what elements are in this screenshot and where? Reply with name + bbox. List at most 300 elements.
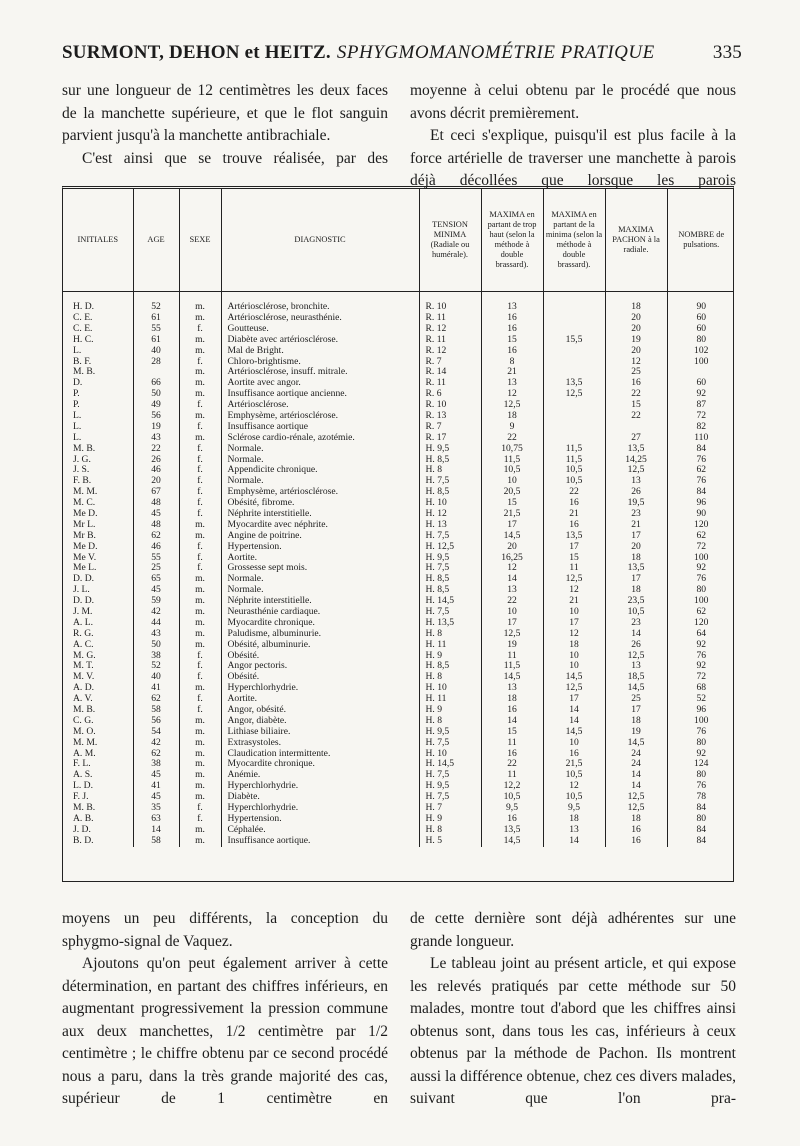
table-cell: 10 xyxy=(543,738,605,749)
table-cell: Myocardite chronique. xyxy=(221,618,419,629)
table-row xyxy=(63,781,734,792)
table-cell: 20 xyxy=(133,476,179,487)
table-cell: 14 xyxy=(543,716,605,727)
table-cell: 12 xyxy=(481,563,543,574)
table-cell: 18 xyxy=(605,552,667,563)
table-cell: C. G. xyxy=(73,715,94,726)
table-cell: M. B. xyxy=(73,367,96,378)
table-cell: m. xyxy=(179,749,221,760)
table-cell: 72 xyxy=(667,411,734,422)
table-cell: M. C. xyxy=(73,498,96,509)
table-cell: 60 xyxy=(667,324,734,335)
table-cell: Me D. xyxy=(73,541,98,552)
table-cell: Angine de poitrine. xyxy=(221,531,419,542)
paragraph: Ajoutons qu'on peut également arriver à cette détermination, en partant des chiffres inférieurs, en augmentant progressivement la pression commune aux deux manchettes, 1/2 centimètre par 1/2 centimètre ; le chiffre obtenu par ce second procédé nous a paru, dans la très grande majorité des cas, supérieur de 1 centimètre en xyxy=(62,955,388,1107)
table-cell: H. 7,5 xyxy=(419,531,481,542)
table-cell: 10,5 xyxy=(481,465,543,476)
table-cell: H. 8 xyxy=(419,825,481,836)
table-cell: m. xyxy=(179,759,221,770)
table-cell: f. xyxy=(179,356,221,367)
table-cell: H. 9,5 xyxy=(419,727,481,738)
paragraph: sur une longueur de 12 centimètres les deux faces de la manchette supérieure, et que le flot sanguin parvient jusqu'à la manchette antibrachiale. xyxy=(62,82,388,144)
table-cell: H. 11 xyxy=(419,694,481,705)
table-row xyxy=(63,749,734,760)
table-cell: 55 xyxy=(133,552,179,563)
table-cell: Normale. xyxy=(221,574,419,585)
table-row xyxy=(63,803,734,814)
table-row xyxy=(63,400,734,411)
table-cell: 12,5 xyxy=(481,629,543,640)
table-cell: 19 xyxy=(133,422,179,433)
table-cell: 80 xyxy=(667,585,734,596)
column-header: DIAGNOSTIC xyxy=(221,189,419,292)
data-table xyxy=(63,189,734,847)
table-cell: Obésité, albuminurie. xyxy=(221,640,419,651)
table-cell: A. M. xyxy=(73,748,96,759)
paragraph: C'est ainsi que se trouve réalisée, par des xyxy=(82,149,388,167)
table-cell: 78 xyxy=(667,792,734,803)
table-cell: Normale. xyxy=(221,585,419,596)
table-cell: 15 xyxy=(481,727,543,738)
table-cell: f. xyxy=(179,542,221,553)
table-cell: Neurasthénie cardiaque. xyxy=(221,607,419,618)
table-cell: 35 xyxy=(133,803,179,814)
table-cell: 15 xyxy=(543,552,605,563)
table-cell: H. 9 xyxy=(419,705,481,716)
table-cell: A. B. xyxy=(73,813,94,824)
table-cell: 58 xyxy=(133,705,179,716)
table-cell: J. L. xyxy=(73,585,90,596)
table-cell: 10,5 xyxy=(543,465,605,476)
paragraph: moyens un peu différents, la conception du sphygmo-signal de Vaquez. xyxy=(62,910,388,950)
table-cell: 76 xyxy=(667,651,734,662)
table-cell: 27 xyxy=(605,433,667,444)
table-cell: H. C. xyxy=(73,334,94,345)
table-cell: m. xyxy=(179,716,221,727)
table-cell: f. xyxy=(179,803,221,814)
table-cell: R. 11 xyxy=(419,378,481,389)
table-row xyxy=(63,563,734,574)
table-cell: H. 8 xyxy=(419,716,481,727)
table-cell: 42 xyxy=(133,738,179,749)
table-cell: 19 xyxy=(605,727,667,738)
table-cell: Artériosclérose, neurasthénie. xyxy=(221,313,419,324)
table-cell: A. S. xyxy=(73,770,93,781)
table-cell: M. M. xyxy=(73,487,98,498)
table-cell: 80 xyxy=(667,738,734,749)
table-cell: 22 xyxy=(605,389,667,400)
table-row xyxy=(63,509,734,520)
table-cell: C. E. xyxy=(73,312,93,323)
table-cell: 76 xyxy=(667,476,734,487)
table-cell: Chloro-brightisme. xyxy=(221,356,419,367)
table-cell: H. 10 xyxy=(419,749,481,760)
table-cell: 21 xyxy=(481,367,543,378)
column-header: INITIALES xyxy=(63,189,133,292)
table-cell: 60 xyxy=(667,378,734,389)
table-cell: Grossesse sept mois. xyxy=(221,563,419,574)
table-cell: 16 xyxy=(481,324,543,335)
table-cell: H. 5 xyxy=(419,836,481,847)
table-cell: Paludisme, albuminurie. xyxy=(221,629,419,640)
table-cell: Extrasystoles. xyxy=(221,738,419,749)
table-cell: Insuffisance aortique xyxy=(221,422,419,433)
table-cell: m. xyxy=(179,433,221,444)
table-cell: Insuffisance aortique. xyxy=(221,836,419,847)
table-cell: 48 xyxy=(133,498,179,509)
table-cell: 16 xyxy=(543,520,605,531)
table-cell: Aortite avec angor. xyxy=(221,378,419,389)
table-cell: 45 xyxy=(133,585,179,596)
table-cell: 76 xyxy=(667,574,734,585)
table-cell: M. B. xyxy=(73,443,96,454)
table-cell: 23 xyxy=(605,509,667,520)
table-cell: 16 xyxy=(481,313,543,324)
table-cell: D. D. xyxy=(73,574,95,585)
table-cell: Normale. xyxy=(221,444,419,455)
table-cell: R. 6 xyxy=(419,389,481,400)
table-cell: H. 7,5 xyxy=(419,476,481,487)
table-cell: Hyperchlorhydrie. xyxy=(221,781,419,792)
table-cell: H. 9 xyxy=(419,814,481,825)
table-cell: 14 xyxy=(605,629,667,640)
table-row xyxy=(63,836,734,847)
table-row xyxy=(63,585,734,596)
table-cell: Normale. xyxy=(221,476,419,487)
table-cell: 58 xyxy=(133,836,179,847)
table-row xyxy=(63,640,734,651)
table-cell: 12,5 xyxy=(543,389,605,400)
table-cell: m. xyxy=(179,738,221,749)
table-cell: 68 xyxy=(667,683,734,694)
table-cell xyxy=(543,400,605,411)
table-cell: 100 xyxy=(667,596,734,607)
table-cell: 52 xyxy=(133,661,179,672)
table-cell: 76 xyxy=(667,454,734,465)
column-header: MAXIMA en partant de trop haut (selon la méthode à double brassard). xyxy=(481,189,543,292)
table-row xyxy=(63,313,734,324)
table-cell: 13 xyxy=(481,683,543,694)
table-cell: 120 xyxy=(667,520,734,531)
table-cell: 11 xyxy=(543,563,605,574)
table-cell: 45 xyxy=(133,792,179,803)
table-row xyxy=(63,346,734,357)
paragraph: moyenne à celui obtenu par le procédé que nous avons décrit premièrement. xyxy=(410,82,736,122)
table-cell: 13 xyxy=(481,585,543,596)
table-cell: 84 xyxy=(667,487,734,498)
table-cell: 24 xyxy=(605,749,667,760)
table-cell: 15,5 xyxy=(543,335,605,346)
table-cell: D. xyxy=(73,378,83,389)
table-cell: m. xyxy=(179,596,221,607)
paragraph: Et ceci s'explique, puisqu'il est plus facile à la force artérielle de traverser une manchette à parois déjà décollées que lorsque les parois xyxy=(410,127,736,189)
table-cell: 67 xyxy=(133,487,179,498)
table-cell: 22 xyxy=(605,411,667,422)
table-cell: Mr L. xyxy=(73,519,96,530)
table-cell: 16 xyxy=(605,836,667,847)
header-title: SPHYGMOMANOMÉTRIE PRATIQUE xyxy=(336,42,655,63)
table-cell: 28 xyxy=(133,356,179,367)
table-row xyxy=(63,727,734,738)
table-cell: 62 xyxy=(133,694,179,705)
table-cell: 59 xyxy=(133,596,179,607)
table-cell: R. 12 xyxy=(419,324,481,335)
table-cell: H. 12 xyxy=(419,509,481,520)
table-cell: 84 xyxy=(667,803,734,814)
column-header: MAXIMA PACHON à la radiale. xyxy=(605,189,667,292)
table-cell: R. 10 xyxy=(419,292,481,313)
table-cell: 10,5 xyxy=(543,770,605,781)
table-row xyxy=(63,531,734,542)
table-cell: 17 xyxy=(543,542,605,553)
table-row xyxy=(63,672,734,683)
table-cell: 124 xyxy=(667,759,734,770)
table-cell: 50 xyxy=(133,640,179,651)
table-row xyxy=(63,465,734,476)
table-cell: 43 xyxy=(133,629,179,640)
table-cell: 62 xyxy=(667,607,734,618)
table-cell: 14 xyxy=(481,716,543,727)
table-cell: M. B. xyxy=(73,704,96,715)
table-cell: 16 xyxy=(481,749,543,760)
table-row xyxy=(63,705,734,716)
table-row xyxy=(63,792,734,803)
table-cell: R. 10 xyxy=(419,400,481,411)
table-cell: H. 14,5 xyxy=(419,596,481,607)
table-cell: f. xyxy=(179,552,221,563)
table-cell: 19 xyxy=(481,640,543,651)
table-cell: 102 xyxy=(667,346,734,357)
table-cell: 84 xyxy=(667,836,734,847)
table-cell: 19 xyxy=(605,335,667,346)
table-cell: f. xyxy=(179,705,221,716)
table-cell: H. 8 xyxy=(419,672,481,683)
table-cell: Néphrite interstitielle. xyxy=(221,509,419,520)
table-cell: 56 xyxy=(133,716,179,727)
table-cell: m. xyxy=(179,792,221,803)
text-column-top-left xyxy=(62,80,388,170)
table-cell: 17 xyxy=(481,618,543,629)
table-cell: 8 xyxy=(481,356,543,367)
table-cell: R. 11 xyxy=(419,335,481,346)
table-cell: 92 xyxy=(667,640,734,651)
table-cell: H. 8 xyxy=(419,629,481,640)
table-cell: Normale. xyxy=(221,454,419,465)
table-cell: 65 xyxy=(133,574,179,585)
table-cell: 76 xyxy=(667,727,734,738)
table-cell: 12,5 xyxy=(543,683,605,694)
table-cell: 16 xyxy=(481,705,543,716)
table-cell: J. M. xyxy=(73,606,93,617)
table-row xyxy=(63,476,734,487)
table-cell: 26 xyxy=(605,487,667,498)
table-cell: 72 xyxy=(667,542,734,553)
table-row xyxy=(63,814,734,825)
table-cell: L. xyxy=(73,410,82,421)
table-cell: 15 xyxy=(481,498,543,509)
table-cell: 18 xyxy=(543,814,605,825)
table-cell: 82 xyxy=(667,422,734,433)
table-cell: 16 xyxy=(605,378,667,389)
table-cell: 52 xyxy=(133,292,179,313)
table-cell: A. C. xyxy=(73,639,94,650)
table-cell: 10 xyxy=(543,661,605,672)
running-header xyxy=(62,42,742,72)
table-cell: 13 xyxy=(605,476,667,487)
table-row xyxy=(63,825,734,836)
table-cell: 17 xyxy=(543,618,605,629)
table-cell: H. 9 xyxy=(419,651,481,662)
table-cell: 18 xyxy=(543,640,605,651)
table-row xyxy=(63,324,734,335)
table-cell: f. xyxy=(179,814,221,825)
table-cell: R. 12 xyxy=(419,346,481,357)
table-cell: L. D. xyxy=(73,781,93,792)
table-cell: 14,5 xyxy=(605,683,667,694)
table-cell: 12 xyxy=(605,356,667,367)
table-cell: 20 xyxy=(605,542,667,553)
table-row xyxy=(63,618,734,629)
table-cell: 92 xyxy=(667,749,734,760)
table-cell: 12,5 xyxy=(605,465,667,476)
table-cell: f. xyxy=(179,694,221,705)
table-cell: 63 xyxy=(133,814,179,825)
table-cell: H. 7,5 xyxy=(419,563,481,574)
table-row xyxy=(63,607,734,618)
table-cell: Angor, obésité. xyxy=(221,705,419,716)
table-cell: Anémie. xyxy=(221,770,419,781)
table-cell: m. xyxy=(179,574,221,585)
table-row xyxy=(63,389,734,400)
table-cell: 14 xyxy=(133,825,179,836)
table-cell: Hyperchlorhydrie. xyxy=(221,683,419,694)
table-cell: 11,5 xyxy=(481,454,543,465)
table-cell: 22 xyxy=(481,433,543,444)
table-cell: Obésité. xyxy=(221,651,419,662)
table-cell: L. xyxy=(73,421,82,432)
table-cell: m. xyxy=(179,292,221,313)
table-cell: B. D. xyxy=(73,835,94,846)
table-cell: 45 xyxy=(133,770,179,781)
table-cell: m. xyxy=(179,378,221,389)
table-cell: 22 xyxy=(543,487,605,498)
table-cell: 16 xyxy=(605,825,667,836)
table-cell: Angor, diabète. xyxy=(221,716,419,727)
table-cell: Insuffisance aortique ancienne. xyxy=(221,389,419,400)
table-cell: 11 xyxy=(481,738,543,749)
table-cell: Appendicite chronique. xyxy=(221,465,419,476)
table-cell: R. 13 xyxy=(419,411,481,422)
table-cell: H. 8,5 xyxy=(419,661,481,672)
table-cell: Angor pectoris. xyxy=(221,661,419,672)
table-cell: H. 10 xyxy=(419,498,481,509)
table-cell: P. xyxy=(73,400,80,411)
table-cell: 110 xyxy=(667,433,734,444)
table-cell: F. B. xyxy=(73,476,92,487)
table-cell: H. 8,5 xyxy=(419,574,481,585)
table-cell: 17 xyxy=(605,574,667,585)
table-cell: 72 xyxy=(667,672,734,683)
table-cell: Obésité. xyxy=(221,672,419,683)
table-cell: 14 xyxy=(481,574,543,585)
table-cell: 11,5 xyxy=(543,454,605,465)
table-cell: 76 xyxy=(667,781,734,792)
table-cell: f. xyxy=(179,400,221,411)
table-cell: 15 xyxy=(605,400,667,411)
table-header-row xyxy=(63,189,734,292)
table-cell: 18,5 xyxy=(605,672,667,683)
table-cell: 52 xyxy=(667,694,734,705)
table-cell: Néphrite interstitielle. xyxy=(221,596,419,607)
table-row xyxy=(63,694,734,705)
table-cell: 10,5 xyxy=(543,476,605,487)
table-cell: R. G. xyxy=(73,628,94,639)
table-cell xyxy=(605,422,667,433)
table-cell: Goutteuse. xyxy=(221,324,419,335)
table-cell: 44 xyxy=(133,618,179,629)
table-cell: 80 xyxy=(667,770,734,781)
header-authors: SURMONT, DEHON et HEITZ. xyxy=(62,42,331,63)
table-cell: f. xyxy=(179,651,221,662)
table-cell: 11,5 xyxy=(543,444,605,455)
table-cell: 62 xyxy=(133,531,179,542)
table-cell: Claudication intermittente. xyxy=(221,749,419,760)
table-cell: m. xyxy=(179,629,221,640)
table-cell: 41 xyxy=(133,683,179,694)
table-cell: Emphysème, artériosclérose. xyxy=(221,411,419,422)
table-cell: Myocardite avec néphrite. xyxy=(221,520,419,531)
table-cell: Hyperchlorhydrie. xyxy=(221,803,419,814)
column-header: SEXE xyxy=(179,189,221,292)
table-cell: 56 xyxy=(133,411,179,422)
table-cell xyxy=(133,367,179,378)
table-cell: f. xyxy=(179,487,221,498)
table-cell: 14,25 xyxy=(605,454,667,465)
table-cell: R. 7 xyxy=(419,356,481,367)
table-cell: 14,5 xyxy=(543,672,605,683)
table-cell: 14,5 xyxy=(481,672,543,683)
table-cell: 16 xyxy=(543,749,605,760)
table-cell: 23 xyxy=(605,618,667,629)
table-cell: 20 xyxy=(605,346,667,357)
table-cell: 11,5 xyxy=(481,661,543,672)
table-cell: 21,5 xyxy=(543,759,605,770)
table-cell: 92 xyxy=(667,389,734,400)
table-row xyxy=(63,596,734,607)
table-cell: 21 xyxy=(605,520,667,531)
table-cell: R. 11 xyxy=(419,313,481,324)
table-cell: 18 xyxy=(605,292,667,313)
table-cell: 100 xyxy=(667,716,734,727)
table-cell: 16,25 xyxy=(481,552,543,563)
table-cell: 55 xyxy=(133,324,179,335)
table-row xyxy=(63,411,734,422)
table-cell: Mr B. xyxy=(73,530,96,541)
table-cell: 20 xyxy=(605,324,667,335)
table-cell: 18 xyxy=(605,585,667,596)
table-row xyxy=(63,716,734,727)
table-cell: 96 xyxy=(667,705,734,716)
table-cell: L. xyxy=(73,345,82,356)
column-header: TENSION MINIMA (Radiale ou humérale). xyxy=(419,189,481,292)
table-cell: 14 xyxy=(605,781,667,792)
table-cell: H. 8,5 xyxy=(419,454,481,465)
table-cell: 16 xyxy=(481,814,543,825)
table-cell: 90 xyxy=(667,292,734,313)
table-cell: 64 xyxy=(667,629,734,640)
table-cell: 21 xyxy=(543,596,605,607)
table-cell: Lithiase biliaire. xyxy=(221,727,419,738)
